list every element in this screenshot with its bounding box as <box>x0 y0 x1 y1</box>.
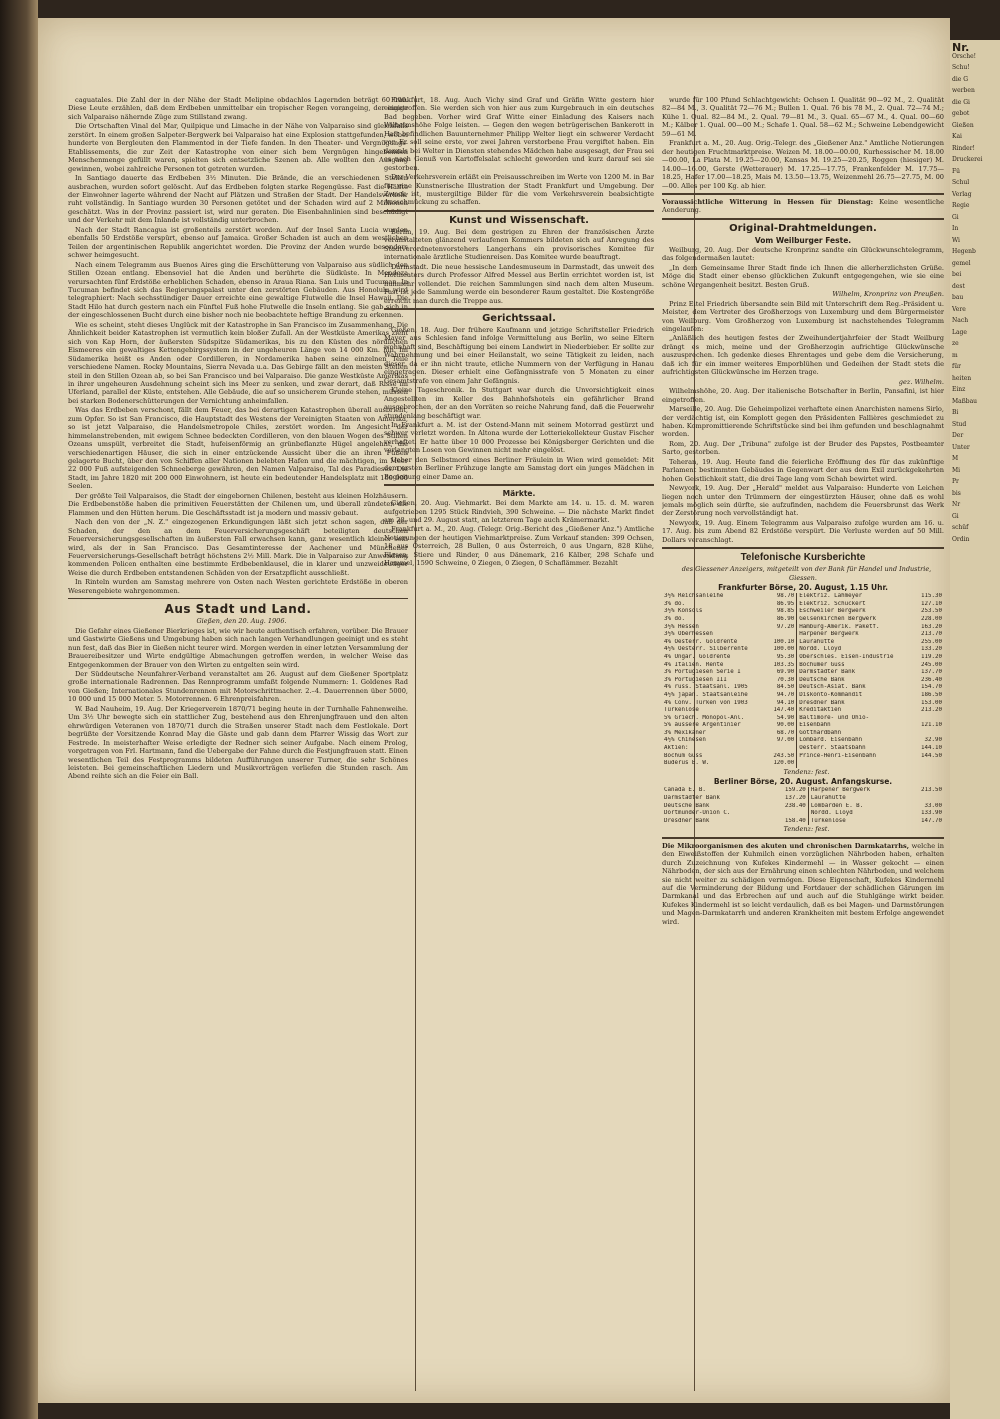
security-price: 84.50 <box>766 684 796 692</box>
table-row <box>662 608 944 616</box>
adjacent-page-line: Fü <box>952 167 961 175</box>
stock-table <box>662 593 944 768</box>
article-paragraph: wurde für 100 Pfund Schlachtgewicht: Ochsen I. Qualität 90—92 M., 2. Qualität 82—84 M., 3. Qualität 72—76 M.; Bullen 1. Qual. 76 bis 78 M., 2. Qual. 72—74 M.; Kühe 1. Qual. 82—84 M., 2. Qual. 79—81 M., 3. Qual. 65—67 M., 4. Qual. 00—60 M.; Kälber 1. Qual. 00—00 M.; Schafe 1. Qual. 58—62 M.; Schweine Lebendgewicht 59—61 M. <box>662 96 944 138</box>
security-price: 159.20 <box>769 787 808 795</box>
security-name: 3% Mexikaner <box>664 729 706 736</box>
security-name: Darmstädter Bank <box>799 669 856 676</box>
adjacent-page-line: Der <box>952 432 964 439</box>
adjacent-page-line: Unter <box>952 443 970 451</box>
security-price: 154.70 <box>921 684 942 691</box>
adjacent-page-text <box>950 40 1000 1419</box>
security-price: 144.10 <box>921 745 942 752</box>
security-price: 245.00 <box>921 661 942 668</box>
security-name: 3% do. <box>664 600 685 607</box>
tendenz: Tendenz: fest. <box>783 767 830 776</box>
security-name: Deutsche Bank <box>664 802 710 809</box>
security-price: 133.20 <box>921 646 942 653</box>
security-name: Bochum Guss <box>664 752 703 759</box>
article-paragraph: Newyork, 19. Aug. Der „Herald" meldet aus Valparaiso: Hunderte von Leichen liegen noch unter den Trümmern der eingestürzten Häuser, ohne daß es wohl jemals möglich sein dürfte, sie aufzufinden, nachdem die Feuersbrunst das Werk der Zerstörung noch vervollständigt hat. <box>662 484 944 518</box>
security-name: Deutsch-Asiat. Bank <box>799 684 866 691</box>
adjacent-page-line: Vere <box>952 305 966 313</box>
table-row <box>662 795 944 803</box>
adjacent-page-line: die G <box>952 75 969 83</box>
ad-title: Die Mikroorganismen des akuten und chronischen Darmkatarrhs, <box>662 841 910 850</box>
article-paragraph: Wie es scheint, steht dieses Unglück mit der Katastrophe in San Francisco im Zusammenhang. Die Ähnlichkeit beider Katastrophen ist vermutlich kein bloßer Zufall. An der Westküste Amerikas zieht sich von Kap Horn, der äußersten Südspitze Südamerikas, bis zu den Küsten des nördlichen Eismeeres ein gewaltiges Kettengebirgssystem in der ungeheuren Länge von 14 000 Km. hin. Im Südamerika heißt es Anden oder Cordilleren, in Nordamerika haben seine einzelnen Teile verschiedene Namen. Rocky Mountains, Sierra Nevada u.a. Das Gebirge fällt an den meisten Stellen steil in den Stillen Ozean ab, so bei San Francisco und bei Valparaiso. Die ganze Westküste Amerikas in ihrer ungeheuren Ausdehnung scheint sich ins Meer zu senken, und zwar derart, daß Risse im Uferland, parallel der Küste, entstehen. Alle Gebäude, die auf so unsicherem Grunde stehen, müssen bei starken Bodenerschütterungen der Vernichtung anheimfallen. <box>68 320 408 405</box>
security-name: 3½% Oberhessen <box>664 631 713 638</box>
security-price: 243.50 <box>766 753 796 761</box>
adjacent-page-line: Rinder! <box>952 144 975 152</box>
security-price: 68.70 <box>766 730 796 738</box>
security-price: 186.50 <box>921 691 942 698</box>
section-subheading: Vom Weilburger Feste. <box>754 235 852 245</box>
security-name: 4½% Chinesen <box>664 737 706 744</box>
security-name: Eisenbahn <box>799 722 831 729</box>
column-2 <box>384 96 654 1391</box>
article-paragraph: Newyork, 19. Aug. Einem Telegramm aus Valparaiso zufolge wurden am 16. u. 17. Aug. bis zum Abend 82 Erdstöße verspürt. Die Verluste werden auf 50 Mill. Dollars veranschlagt. <box>662 518 944 544</box>
security-name: Gotthardbahn <box>799 729 842 736</box>
security-name: Bochumer Guss <box>799 661 845 668</box>
security-name: Diskonto-Kommandit <box>799 691 863 698</box>
security-price: 54.90 <box>766 715 796 723</box>
security-price: 32.90 <box>924 737 942 744</box>
article-paragraph: Frankfurt a. M., 20. Aug. Orig.-Telegr. des „Gießener Anz." Amtliche Notierungen der heutigen Fruchtmarktpreise. Weizen M. 18.00—00.00, Kurhessischer M. 18.00—00.00, La Plata M. 19.25—20.00, Kansas M. 19.25—20.25, Roggen (hiesiger) M. 14.00—16.00, Gerste (Wetterauer) M. 17.25—17.75, Frankenfelder M. 17.75—18.25, Hafer 17.00—18.25, Mais M. 13.50—13.75, Weizenmehl 26.75—27.75, M. 00—00. Alles per 100 Kg. ab hier. <box>662 139 944 190</box>
table-row <box>662 639 944 647</box>
article-paragraph: Der Verkehrsverein erläßt ein Preisausschreiben im Werte von 1200 M. in Bar für eine Kunstnerische Illustration der Stadt Frankfurt und Umgebung. Der Zweck ist, mustergiltige Bilder für die vom Verkehrsverein beabsichtigte Ausschmückung zu schaffen. <box>384 173 654 207</box>
column-1 <box>68 96 408 1391</box>
adjacent-page-line: Bi <box>952 409 959 416</box>
security-price: 94.70 <box>766 692 796 700</box>
security-name: 4% Conv. Türken von 1903 <box>664 699 748 706</box>
article-paragraph: Berlin, 19. Aug. Bei dem gestrigen zu Ehren der französischen Ärzte veranstalteten glänzend verlaufenen Kommers bildeten sich auf Anregung des Stadtverordnetenvorstehers Langerhans ein provisorisches Komitee für internationale ärztliche Studienreisen. Das Komitee wurde beauftragt. <box>384 227 654 262</box>
article-paragraph: Gießen, 20. Aug. Viehmarkt. Bei dem Markte am 14. u. 15. d. M. waren aufgetrieben 1295 Stück Rindvieh, 390 Schweine. — Die nächste Markt findet am 28. und 29. August statt, an letzterem Tage auch Krämermarkt. <box>384 499 654 525</box>
adjacent-page-heading: Nr. <box>952 41 970 54</box>
table-row <box>662 803 944 811</box>
security-price: 137.70 <box>921 669 942 676</box>
security-name: 3% Portugiesen Serie I <box>664 669 741 676</box>
security-name: Aktien: <box>664 745 689 752</box>
section-heading: Original-Drahtmeldungen. <box>729 222 877 234</box>
adjacent-page-line: Hegenb <box>952 248 976 255</box>
security-name: Harpener Bergwerk <box>810 787 871 794</box>
security-price: 255.00 <box>921 638 942 645</box>
security-name: 3½% Hessen <box>664 623 699 630</box>
stock-table-berlin <box>662 787 944 825</box>
adjacent-page-line: Pr <box>952 478 959 485</box>
section-heading: Gerichtssaal. <box>482 312 556 324</box>
adjacent-page-line: Verlag <box>952 190 972 198</box>
security-name: Türkenlose <box>664 707 699 714</box>
boerse-heading: Frankfurter Börse, 20. August, 1.15 Uhr. <box>718 583 888 593</box>
article-paragraph: Weilburg, 20. Aug. Der deutsche Kronprinz sandte ein Glückwunschtelegramm, das folgendermaßen lautet: <box>662 245 944 263</box>
adjacent-page-line: Stud <box>952 420 967 428</box>
security-name: Gelsenkirchen Bergwerk <box>799 615 877 622</box>
adjacent-page-line: Lage <box>952 328 967 336</box>
article-paragraph: Rom, 20. Aug. Der „Tribuna" zufolge ist der Bruder des Papstes, Postbeamter Sarto, gestorben. <box>662 439 944 457</box>
adjacent-page-line: Gi <box>952 512 959 520</box>
security-price: 90.00 <box>766 722 796 730</box>
security-name: Laurahütte <box>799 638 835 645</box>
security-name: 4% Oesterr. Goldrente <box>664 638 738 645</box>
article-paragraph: Was das Erdbeben verschont, fällt dem Feuer, das bei derartigen Katastrophen überall ausbricht, zum Opfer. So ist San Francisco, die Hauptstadt des Westens der Vereinigten Staaten von Amerika, so ist jetzt Valparaiso, die Handelsmetropole Chiles, zerstört worden. Im Angesicht der himmelanstrebenden, mit ewigem Schnee bedeckten Cordilleren, von den blauen Wogen des Stillen Ozeans umspült, verbreitet die Stadt, hufeisenförmig an grünbeflanzte Hügel angelehnt, die verschiedenartigen Häuser, die sich in einer entzückende Aussicht über die an ihren Füßen gelagerte Bucht, über den von Schiffen aller Nationen belebten Hafen und die mächtigen, im Meer 22 000 Fuß aufsteigenden Schneeberge gewähren, den Namen Valparaiso, Tal des Paradieses. Die Stadt, im Jahre 1820 mit 200 000 Einwohnern, ist heute ein bedeutender Handelsplatz mit 160 000 Seelen. <box>68 406 408 491</box>
security-price: 158.40 <box>769 818 808 826</box>
security-name: Lombard. Eisenbahn <box>799 737 863 744</box>
security-price <box>914 715 944 723</box>
section-subheading: des Giessener Anzeigers, mitgeteilt von der Bank für Handel und Industrie, Giessen. <box>681 565 932 582</box>
security-price: 133.90 <box>921 810 942 817</box>
adjacent-page-line: Gi <box>952 213 959 221</box>
security-price: 97.20 <box>766 624 796 632</box>
adjacent-page-line: bau <box>952 294 964 301</box>
security-price <box>766 631 796 639</box>
article-paragraph: Frankfurt, 18. Aug. Auch Vichy sind Graf und Gräfin Witte gestern hier eingetroffen. Sie werden sich von hier aus zum Kurgebrauch in ein deutsches Bad begeben. Vorher wird Graf Witte einer Einladung des Kaisers nach Wilhelmshöhe Folge leisten. — Gegen den wegen betrügerischen Bankerott in Haft befindlichen Bauunternehmer Philipp Welter liegt ein schwerer Verdacht vor. Er soll seine erste, vor zwei Jahren verstorbene Frau vergiftet haben. Ein damals bei Welter in Diensten stehendes Mädchen habe ausgesagt, der Frau sei es nach Genuß von Kartoffelsalat schlecht geworden und kurz darauf sei sie gestorben. <box>384 96 654 172</box>
article-paragraph: In Frankfurt a. M. ist der Ostend-Mann mit seinem Motorrad gestürzt und schwer verletzt worden. In Altona wurde der Lotteriekollekteur Gustav Fischer verhaftet. Er hatte über 10 000 Prozesse bei Königsberger Gerichten und die verlangten Losen von Gewinnen nicht mehr eingelöst. <box>384 420 654 455</box>
security-name: Prince-Henri-Eisenbahn <box>799 752 877 759</box>
weather-text: Keine wesentliche Aenderung. <box>662 197 944 215</box>
security-price: 98.70 <box>766 593 796 601</box>
security-name: 4% Italien. Rente <box>664 661 724 668</box>
table-row <box>662 700 944 708</box>
table-row <box>662 646 944 654</box>
adjacent-page-line: Einz <box>952 386 966 393</box>
security-price: 100.00 <box>766 646 796 654</box>
security-price: 236.40 <box>921 676 942 683</box>
adjacent-page-line: Orsche! <box>952 52 977 60</box>
security-price: 213.20 <box>921 707 942 714</box>
table-row <box>662 722 944 730</box>
article-paragraph: Die Gefahr eines Gießener Bierkrieges ist, wie wir heute authentisch erfahren, vorüber. Die Brauer und Gastwirte Gießens und Umgebung haben sich nach langen Verhandlungen geeinigt und es steht nun fest, daß das Bier in Gießen nicht teurer wird. Morgen werden in einer letzten Versammlung der Brauereibesitzer und Wirte endgültige Abmachungen getroffen werden, in welcher Weise das Entgegenkommen der Brauer von den Wirten zu entgelten sein wird. <box>68 626 408 669</box>
column-3 <box>662 96 944 1391</box>
adjacent-page-line: bis <box>952 489 961 497</box>
security-name: 5% äussere Argentinier <box>664 722 741 729</box>
table-row <box>662 745 944 753</box>
table-row <box>662 787 944 795</box>
security-name: Dresdner Bank <box>799 699 845 706</box>
article-paragraph: Der größte Teil Valparaisos, die Stadt der eingebornen Chilenen, besteht aus kleinen Holzhäusern. Die Erdbebenstöße haben die primitiven Feuerstätten der Chilenen um, und überall zündeten die Flammen und den Hütten herum. Die Geschäftsstadt ist ja modern und massiv gebaut. <box>68 491 408 517</box>
security-price: 69.90 <box>766 669 796 677</box>
adjacent-page-line: In <box>952 225 959 232</box>
table-row <box>662 715 944 723</box>
article-paragraph: W. Bad Nauheim, 19. Aug. Der Kriegerverein 1870/71 beging heute in der Turnhalle Fahnenweihe. Um 3½ Uhr bewegte sich ein stattlicher Zug, bestehend aus den Ehrenjungfrauen und den alten ehrwürdigen Veteranen von 1870/71 durch die Straßen unserer Stadt nach dem Festlokale. Dort begrüßte der Vorsitzende Konrad May die Gäste und gab dann dem Pfarrer Wissig das Wort zur Festrede. In meisterhafter Weise erledigte der Redner sich seiner Aufgabe. Nach einem Prolog, vorgetragen von Frl. Hartmann, fand die Uebergabe der Fahne durch die Festjungfrauen statt. Einen wesentlichen Teil des Festprogramms bildeten Aufführungen unserer Turner, die sehr Schönes leisteten. Bei gemeinschaftlichen Liedern und Musikvorträgen verliefen die Stunden rasch. Am Abend reihte sich an die Feier ein Ball. <box>68 704 408 781</box>
table-row <box>662 662 944 670</box>
weather-label: Voraussichtliche Witterung in Hessen für Dienstag: <box>662 197 874 206</box>
article-paragraph: Nach der Stadt Rancagua ist großenteils zerstört worden. Auf der Insel Santa Lucia wurden ebenfalls 50 Erdstöße verspürt, ebenso auf Jamaica. Großer Schaden ist auch an dem westlichen Teilen der argentinischen Republik angerichtet worden. Die Provinz der Anden wurde besonders schwer heimgesucht. <box>68 225 408 260</box>
security-price <box>914 730 944 738</box>
adjacent-page-line: ze <box>952 340 959 347</box>
security-price: 147.70 <box>921 817 942 824</box>
article-paragraph: Darmstadt. Die neue hessische Landesmuseum in Darmstadt, das unweit des Hoftheaters durch Professor Alfred Messel aus Berlin errichtet worden ist, ist nunmehr vollendet. Die reichen Sammlungen sind nach dem alten Museum. Fast ist jede Sammlung werde ein besonderer Raum gestaltet. Die Kostengröße erreicht man durch die Treppe aus. <box>384 262 654 305</box>
adjacent-page-line: Gießen <box>952 121 974 129</box>
table-row <box>662 730 944 738</box>
article-paragraph: Frankfurt a. M., 20. Aug. (Telegr. Orig.-Bericht des „Gießener Anz.") Amtliche Notierungen der heutigen Viehmarktpreise. Zum Verkauf standen: 399 Ochsen, 18 aus Österreich, 28 Bullen, 0 aus Österreich, 0 aus Ungarn, 828 Kühe, Färsen, Stiere und Rinder, 0 aus Dänemark, 216 Kälber, 298 Schafe und Hammel, 1590 Schweine, 0 Ziegen, 0 Ziegen, 0 Schaflämmer. Bezahlt <box>384 525 654 568</box>
section-heading: Märkte. <box>502 489 536 499</box>
signature: gez. Wilhelm. <box>898 377 944 386</box>
table-row <box>662 593 944 601</box>
adjacent-page-line: gebot <box>952 110 970 117</box>
security-price: 100.10 <box>766 639 796 647</box>
security-name: Eschweiler Bergwerk <box>799 608 866 615</box>
security-price: 137.20 <box>769 795 808 803</box>
adjacent-page-line: bei <box>952 271 962 278</box>
adjacent-page-line: werben <box>952 87 975 94</box>
security-price: 163.20 <box>921 623 942 630</box>
article-paragraph: „In dem Gemeinsame Ihrer Stadt finde ich Ihnen die allerherzlichsten Grüße. Möge die Stadt einer ebenso glücklichen Zukunft entgegengehen, wie sie eine schöne Vergangenheit besitzt. Besten Gruß. <box>662 263 944 289</box>
article-paragraph: Teheran, 19. Aug. Heute fand die feierliche Eröffnung des für das zukünftige Parlament bestimmten Gebäudes in Gegenwart der aus dem Exil zurückgekehrten hohen Geistlichkeit statt, die drei Tage lang vom Schah bewirtet wird. <box>662 457 944 483</box>
weather-notice <box>662 198 944 215</box>
article-paragraph: Kleine Tageschronik. In Stuttgart war durch die Unvorsichtigkeit eines Angestellten im Keller des Bahnhofshotels ein gefährlicher Brand ausgebrochen, der an den Vorräten so reiche Nahrung fand, daß die Feuerwehr stundenlang beschäftigt war. <box>384 386 654 420</box>
advertisement <box>662 842 944 927</box>
adjacent-page-line: Nr <box>952 501 961 508</box>
adjacent-page-line: Druckerei <box>952 156 983 163</box>
article-paragraph: Ueber den Selbstmord eines Berliner Fräulein in Wien wird gemeldet: Mit dem ersten Berliner Frühzuge langte am Samstag dort ein junges Mädchen in Begleitung einer Dame an. <box>384 455 654 481</box>
security-name: 3½% Reichsanleihe <box>664 593 724 600</box>
security-price: 86.95 <box>766 601 796 609</box>
section-heading: Telefonische Kursberichte <box>740 552 866 564</box>
table-row <box>662 692 944 700</box>
security-name: Oberschles. Eisen-Industrie <box>799 653 894 660</box>
security-name: 3% do. <box>664 615 685 622</box>
table-row <box>662 818 944 826</box>
security-name: Harpener Bergwerk <box>799 631 859 638</box>
binding-edge <box>0 0 38 1419</box>
security-price: 33.00 <box>924 802 942 809</box>
security-name: Elektriz. Schuckert <box>799 600 866 607</box>
section-heading: Kunst und Wissenschaft. <box>449 214 589 226</box>
article-paragraph: Prinz Eitel Friedrich übersandte sein Bild mit Unterschrift dem Reg.-Präsident u. Meister, dem Vertreter des Großherzogs von Luxemburg und dem Bürgermeister von Weilburg. Vom Großherzog von Luxemburg ist nachstehendes Telegramm eingelaufen: <box>662 299 944 333</box>
security-price: 98.85 <box>766 608 796 616</box>
adjacent-page-line: Schul <box>952 179 970 186</box>
security-price: 213.50 <box>921 787 942 794</box>
security-name: Dresdner Bank <box>664 817 710 824</box>
security-name: 3½% Konsols <box>664 608 703 615</box>
security-price: 153.00 <box>921 699 942 706</box>
security-price <box>914 760 944 768</box>
adjacent-page-line: Wi <box>952 236 960 244</box>
dateline: Gießen, den 20. Aug. 1906. <box>196 617 287 626</box>
security-price: 70.30 <box>766 677 796 685</box>
security-name: Dortmunder-Union C. <box>664 810 731 817</box>
security-name: Darmstädter Bank <box>664 794 720 801</box>
security-name: Lombarden E. B. <box>810 802 864 809</box>
security-price: 115.30 <box>921 593 942 600</box>
article-paragraph: Die Ortschaften Vinal del Mar, Quilpique und Limache in der Nähe von Valparaiso sind gleichfalls zerstört. In einem großen Salpeter-Bergwerk bei Valparaiso hat eine Explosion stattgefunden, wobei hunderte von Bergleuten den Flammentod in der Tiefe fanden. In den Theater- und Vergnügungs-Etablissements, die zur Zeit der Katastrophe von einer sich bem Vergnügen hingebenden Menschenmenge gefüllt waren, spielten sich entsetzliche Szenen ab. Alle wollten den Ausgang gewinnen, wobei zahlreiche Personen tot getreten wurden. <box>68 122 408 173</box>
boerse-heading: Berliner Börse, 20. August. Anfangskurse. <box>713 777 893 787</box>
article-paragraph: Der Süddeutsche Neunfahrer-Verband veranstaltet am 26. August auf dem Gießener Sportplatz große internationale Radrennen. Das Rennprogramm umfaßt folgende Nummern: 1. Goldenes Rad von Gießen; Internationales Stundenrennen mit Motorschrittmacher. 2.–4. Dauerrennen über 5000, 10 000 und 15 000 Meter. 5. Motorrennen. 6 Ehrenpreisfahren. <box>68 670 408 704</box>
table-row <box>662 616 944 624</box>
table-row <box>662 654 944 662</box>
article-paragraph: In Santiago dauerte das Erdbeben 3½ Minuten. Die Brände, die an verschiedenen Stellen ausbrachen, wurden sofort gelöscht. Auf das Erdbeben folgten starke Regengüsse. Fast die Hälfte der Einwohner lagerte während der Nacht auf Plätzen und Straßen der Stadt. Der Handelsverkehr ruht vollständig. In Santiago wurden 30 Personen getötet und der Schaden wird auf 2 Millionen geschätzt. Was in der Provinz passiert ist, wird nur geraten. Die Eisenbahnlinien sind beschädigt und der Verkehr mit dem Inlande ist vollständig unterbrochen. <box>68 174 408 225</box>
security-name: Laurahütte <box>810 794 846 801</box>
security-price: 103.35 <box>766 662 796 670</box>
article-paragraph: In Rinteln wurden am Samstag mehrere von Osten nach Westen gerichtete Erdstöße in oberen Weserengebiete wahrgenommen. <box>68 578 408 595</box>
table-row <box>662 677 944 685</box>
adjacent-page-line: schüf <box>952 524 969 531</box>
article-paragraph: caguatales. Die Zahl der in der Nähe der Stadt Melipine obdachlos Lagernden beträgt 60 000. Diese Leute erzählen, daß dem Erdbeben unmittelbar ein tropischer Regen vorangeing, der einige sich Valparaiso nähernde Züge zum Stillstand zwang. <box>68 96 408 121</box>
newspaper-page <box>38 18 950 1403</box>
security-price: 119.20 <box>921 653 942 660</box>
security-name: 4½% Oesterr. Silberrente <box>664 646 748 653</box>
adjacent-page-line: M <box>952 455 959 462</box>
security-name: 4% russ. Staatsanl. 1905 <box>664 684 748 691</box>
security-price: 127.10 <box>921 600 942 607</box>
security-price: 94.10 <box>766 700 796 708</box>
table-row <box>662 684 944 692</box>
security-name: Nordd. Lloyd <box>810 810 853 817</box>
ad-text: welche in den Eiweißstoffen der Kuhmilch einen vorzüglichen Nährboden haben, erhalten durch Zuzeichnung von Kufekes Kindermehl — in Wasser gekocht — einen Nährboden, der sich aus der Ernährung einen schlechten Nährboden, und welchem sie nicht weiter zu schädigen vermögen. Diese Eigenschaft, Kufekes Kindermehl auf die Verminderung der Bildung und Fortdauer der schädlichen Gärungen im Darmkanal und das Erbrechen auf und auch auf die Stuhlgänge wirkt beider. Kufekes Kindermehl ist so leicht verdaulich, daß es bei Magen- und Darmstörungen und Magen-Darmkatarrh und anderen Krankheiten mit bestem Erfolge angewendet wird. <box>662 841 944 926</box>
adjacent-page-line: dest <box>952 282 965 290</box>
security-price: 144.50 <box>921 752 942 759</box>
security-name: Elektriz. Lahmeyer <box>799 593 863 600</box>
security-price <box>906 795 944 803</box>
security-price <box>766 745 796 753</box>
security-name <box>797 760 915 768</box>
table-row <box>662 810 944 818</box>
security-name: 4% Ungar. Goldrente <box>664 653 731 660</box>
table-row <box>662 737 944 745</box>
security-name: 3% Portugiesen III <box>664 676 727 683</box>
security-name: Hamburg-Amerik. Paketf. <box>799 623 880 630</box>
adjacent-page-line: heiten <box>952 374 972 382</box>
adjacent-page-strip <box>950 40 1000 1419</box>
adjacent-page-line: gemel <box>952 259 971 267</box>
table-row <box>662 631 944 639</box>
security-price: 121.10 <box>921 722 942 729</box>
security-name: Kreditaktien <box>799 707 842 714</box>
table-row <box>662 624 944 632</box>
adjacent-page-line: m <box>952 351 958 359</box>
tendenz: Tendenz: fest. <box>783 825 830 834</box>
security-price: 97.00 <box>766 737 796 745</box>
security-name: Nordd. Lloyd <box>799 646 842 653</box>
adjacent-page-line: Nach <box>952 317 969 324</box>
security-price: 95.30 <box>766 654 796 662</box>
security-price <box>769 810 808 818</box>
adjacent-page-line: Kai <box>952 133 962 140</box>
adjacent-page-line: Maßbau <box>952 397 978 405</box>
security-name: Canada E. B. <box>664 787 706 794</box>
article-paragraph: „Anläßlich des heutigen festes der Zweihundertjahrfeier der Stadt Weilburg drängt es mich, meine und der Großherzogin aufrichtige Glückwünsche auszusprechen. Ich gedenke dieses Ehrentages und gebe dem die Versicherung, daß ich für ein immer weiteres Emporblühen und Gedeihen der Stadt stets die aufrichtigsten Glückwünsche im Herzen trage. <box>662 334 944 377</box>
article-paragraph: Nach einem Telegramm aus Buenos Aires ging die Erschütterung von Valparaiso aus südlich den Stillen Ozean entlang. Ebensoviel hat die Anden und berührte die Südküste. In Mendoza verursachten fünf Erdstöße erheblichen Schaden, ebenso in Araua Riana. San Luis und Tucuman. In Tucuman befindet sich das Regierungspalast unter den zerstörten Gebäuden. Aus Honolulu wird telegraphiert: Nach sechsstündiger Dauer erreichte eine gewaltige Flutwelle die Insel Hawaii. Die Stadt Hilo hat durch gestern nach ein Fünftel Fuß hohe Flutwelle die Inseln entlang. Sie gab sich in der eingeschlossenen Bucht durch eine bisher noch nie beobachtete heftige Brandung zu erkennen. <box>68 260 408 320</box>
security-name: Buderus E. W. <box>664 760 710 767</box>
security-price: 120.00 <box>766 760 796 768</box>
table-row <box>662 753 944 761</box>
security-price: 228.00 <box>921 615 942 622</box>
table-row <box>662 707 944 715</box>
signature: Wilhelm, Kronprinz von Preußen. <box>832 290 944 299</box>
security-price: 213.70 <box>921 631 942 638</box>
security-price: 253.50 <box>921 608 942 615</box>
adjacent-page-line: Ordin <box>952 535 970 543</box>
security-price: 86.90 <box>766 616 796 624</box>
security-name: Oesterr. Staatsbahn <box>799 745 866 752</box>
adjacent-page-line: für <box>952 363 961 370</box>
table-row <box>662 760 944 768</box>
table-row <box>662 669 944 677</box>
article-paragraph: Wilhelmshöhe, 20. Aug. Der italienische Botschafter in Berlin, Pansafini, ist hier eingetroffen. <box>662 387 944 404</box>
security-name: 5% Griech. Monopol-Anl. <box>664 714 745 721</box>
adjacent-page-line: Schu! <box>952 64 970 71</box>
security-name: Deutsche Bank <box>799 676 845 683</box>
section-heading: Aus Stadt und Land. <box>164 602 312 617</box>
adjacent-page-line: die Gi <box>952 98 970 106</box>
adjacent-page-line: Regie <box>952 202 970 209</box>
article-paragraph: Marseille, 20. Aug. Die Geheimpolizei verhaftete einen Anarchisten namens Sirlo, der verdächtig ist, ein Komplott gegen den Präsidenten Fallières geschmiedet zu haben. Kompromittierende Schriftstücke sind bei ihm gefunden und beschlagnahmt worden. <box>662 405 944 439</box>
security-price: 147.40 <box>766 707 796 715</box>
security-price: 238.40 <box>769 803 808 811</box>
security-name: 4½% japan. Staatsanleihe <box>664 691 748 698</box>
article-paragraph: Gießen, 18. Aug. Der frühere Kaufmann und jetzige Schriftsteller Friedrich Mayer aus Schlesien fand infolge Vermittelung aus Berlin, wo seine Eltern wohnhaft sind, Beschäftigung bei einem Landwirt in Niederbieber. Er sollte zur Wahrnehmung und bei einer Heilanstalt, wo seine Tätigkeit zu leiden, nach dieser, da er ihn nicht traute, etliche Nummern von der Verfügung in Hanau eingetragen. Dieser erhielt eine Gefängnisstrafe von 5 Monaten zu einer Gesamtstrafe von einem Jahr Gefängnis. <box>384 325 654 385</box>
table-row <box>662 601 944 609</box>
security-name: Baltimore- und Ohio- <box>799 714 870 721</box>
adjacent-page-line: Mi <box>952 466 961 474</box>
article-paragraph: Nach den von der „N. Z." eingezogenen Erkundigungen läßt sich jetzt schon sagen, daß der Schaden, der den an dem Feuerversicherungsgeschäft beteiligten deutschen Feuerversicherungsgesellschaften im äußersten Fall erwachsen kann, ganz wesentlich kleiner sein wird, als der in San Francisco. Das Gesamtinteresse der Aachener und Münchener Feuerversicherungs-Gesellschaft beträgt höchstens 2½ Mill. Mark. Die in Valparaiso zur Anwendung kommenden Policen enthalten eine bestimmte Erdbebenklausel, die in klarer und unzweideutiger Weise die durch Erdbeben entstandenen Schäden von der Ersatzpflicht ausschließt. <box>68 518 408 577</box>
security-name: Türkenlose <box>810 817 846 824</box>
